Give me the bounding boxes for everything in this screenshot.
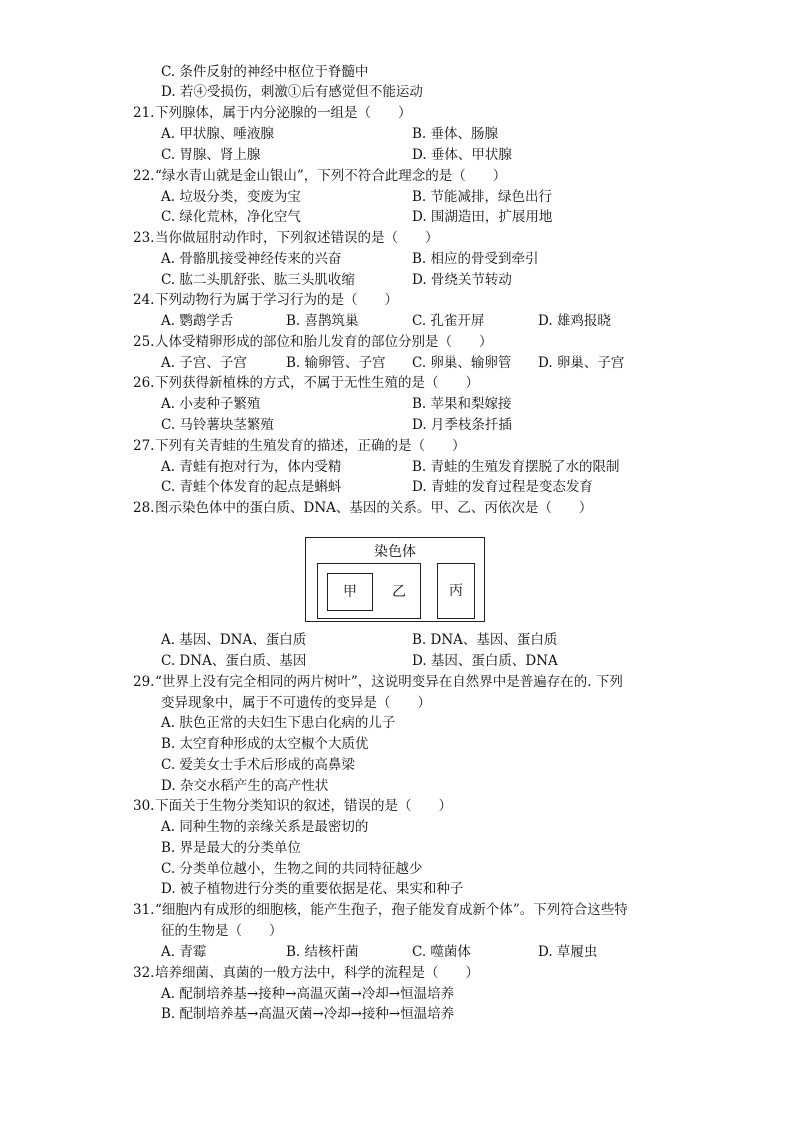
option-a: A. 甲状腺、唾液腺	[161, 126, 274, 142]
option-c: C. 马铃薯块茎繁殖	[161, 417, 274, 433]
option-c: C. DNA、蛋白质、基因	[161, 653, 307, 669]
option-d: D. 月季枝条扦插	[412, 417, 512, 433]
option-a: A. 青蛙有抱对行为，体内受精	[161, 459, 342, 475]
option-b: B. 相应的骨受到牵引	[412, 251, 539, 267]
question-number: 29.	[133, 674, 155, 690]
question-22	[133, 167, 506, 185]
question-29	[133, 673, 623, 691]
question-stem: 下列动物行为属于学习行为的是（ ）	[155, 292, 398, 308]
option-c: C. 分类单位越小，生物之间的共同特征越少	[161, 861, 423, 877]
option-c: C. 绿化荒林，净化空气	[161, 209, 301, 225]
question-24	[133, 291, 398, 309]
option-b: B. 界是最大的分类单位	[161, 840, 302, 856]
option-a: A. 肤色正常的夫妇生下患白化病的儿子	[161, 715, 396, 731]
question-number: 22.	[133, 168, 155, 184]
question-number: 25.	[133, 334, 155, 350]
option-b: B. 喜鹊筑巢	[286, 313, 359, 329]
option-d: D. 雄鸡报晓	[538, 313, 611, 329]
question-stem: “世界上没有完全相同的两片树叶”，这说明变异在自然界中是普遍存在的. 下列	[155, 674, 623, 690]
option-b: B. 结核杆菌	[286, 944, 359, 960]
question-stem: 下列获得新植株的方式，不属于无性生殖的是（ ）	[155, 375, 479, 391]
option-a: A. 小麦种子繁殖	[161, 396, 261, 412]
question-number: 24.	[133, 292, 155, 308]
option-b: B. 苹果和梨嫁接	[412, 396, 512, 412]
option-a: A. 鹦鹉学舌	[161, 313, 234, 329]
option-c: C. 卵巢、输卵管	[412, 355, 512, 371]
question-stem: 下列腺体，属于内分泌腺的一组是（ ）	[155, 105, 412, 121]
option-c: C. 噬菌体	[412, 944, 471, 960]
option-a: A. 骨骼肌接受神经传来的兴奋	[161, 251, 342, 267]
question-stem: 人体受精卵形成的部位和胎儿发育的部位分别是（ ）	[155, 334, 493, 350]
question-stem-continued: 征的生物是（ ）	[161, 923, 283, 939]
option-d: D. 青蛙的发育过程是变态发育	[412, 479, 593, 495]
diagram-title: 染色体	[374, 544, 416, 560]
question-stem: 下列有关青蛙的生殖发育的描述，正确的是（ ）	[155, 438, 466, 454]
chromosome-diagram	[305, 537, 485, 622]
question-27	[133, 437, 466, 455]
question-stem: “绿水青山就是金山银山”，下列不符合此理念的是（ ）	[155, 168, 507, 184]
option-b: B. 输卵管、子宫	[286, 355, 386, 371]
question-number: 23.	[133, 230, 155, 246]
option-a: A. 配制培养基→接种→高温灭菌→冷却→恒温培养	[161, 986, 455, 1002]
question-stem-continued: 变异现象中，属于不可遗传的变异是（ ）	[161, 695, 431, 711]
option-c: C. 孔雀开屏	[412, 313, 485, 329]
question-25	[133, 333, 493, 351]
question-number: 32.	[133, 965, 155, 981]
option-line: D. 若④受损伤，刺激①后有感觉但不能运动	[161, 84, 423, 100]
question-32	[133, 964, 479, 982]
option-d: D. 杂交水稻产生的高产性状	[161, 778, 329, 794]
question-number: 30.	[133, 798, 155, 814]
option-a: A. 青霉	[161, 944, 207, 960]
question-number: 26.	[133, 375, 155, 391]
option-d: D. 被子植物进行分类的重要依据是花、果实和种子	[161, 881, 464, 897]
question-number: 28.	[133, 500, 155, 516]
question-31	[133, 901, 628, 919]
box-bing: 丙	[437, 563, 475, 619]
option-d: D. 卵巢、子宫	[538, 355, 625, 371]
question-number: 31.	[133, 902, 155, 918]
question-stem: 培养细菌、真菌的一般方法中，科学的流程是（ ）	[155, 965, 479, 981]
option-d: D. 骨绕关节转动	[412, 272, 512, 288]
option-b: B. 配制培养基→高温灭菌→冷却→接种→恒温培养	[161, 1006, 455, 1022]
question-28	[133, 499, 592, 517]
box-yi	[317, 563, 421, 619]
option-a: A. 同种生物的亲缘关系是最密切的	[161, 819, 369, 835]
option-b: B. 太空育种形成的太空椒个大质优	[161, 736, 369, 752]
question-number: 27.	[133, 438, 155, 454]
question-30	[133, 797, 452, 815]
option-line: C. 条件反射的神经中枢位于脊髓中	[161, 64, 369, 80]
box-jia: 甲	[327, 573, 373, 611]
option-c: C. 爱美女士手术后形成的高鼻梁	[161, 757, 355, 773]
option-a: A. 基因、DNA、蛋白质	[161, 632, 307, 648]
question-stem: 图示染色体中的蛋白质、DNA、基因的关系。甲、乙、丙依次是（ ）	[155, 500, 593, 516]
question-21	[133, 104, 412, 122]
option-d: D. 垂体、甲状腺	[412, 147, 512, 163]
option-d: D. 草履虫	[538, 944, 598, 960]
question-stem: 下面关于生物分类知识的叙述，错误的是（ ）	[155, 798, 452, 814]
option-c: C. 胃腺、肾上腺	[161, 147, 261, 163]
option-b: B. DNA、基因、蛋白质	[412, 632, 558, 648]
option-b: B. 垂体、肠腺	[412, 126, 499, 142]
option-d: D. 基因、蛋白质、DNA	[412, 653, 558, 669]
option-c: C. 青蛙个体发育的起点是蝌蚪	[161, 479, 342, 495]
question-stem: “细胞内有成形的细胞核，能产生孢子，孢子能发育成新个体”。下列符合这些特	[155, 902, 628, 918]
question-stem: 当你做屈肘动作时，下列叙述错误的是（ ）	[155, 230, 439, 246]
question-23	[133, 229, 439, 247]
option-a: A. 子宫、子宫	[161, 355, 247, 371]
question-number: 21.	[133, 105, 155, 121]
question-26	[133, 374, 479, 392]
label-yi: 乙	[392, 584, 406, 600]
option-d: D. 围湖造田，扩展用地	[412, 209, 553, 225]
option-c: C. 肱二头肌舒张、肱三头肌收缩	[161, 272, 355, 288]
option-b: B. 节能减排，绿色出行	[412, 189, 553, 205]
option-b: B. 青蛙的生殖发育摆脱了水的限制	[412, 459, 620, 475]
option-a: A. 垃圾分类，变废为宝	[161, 189, 301, 205]
